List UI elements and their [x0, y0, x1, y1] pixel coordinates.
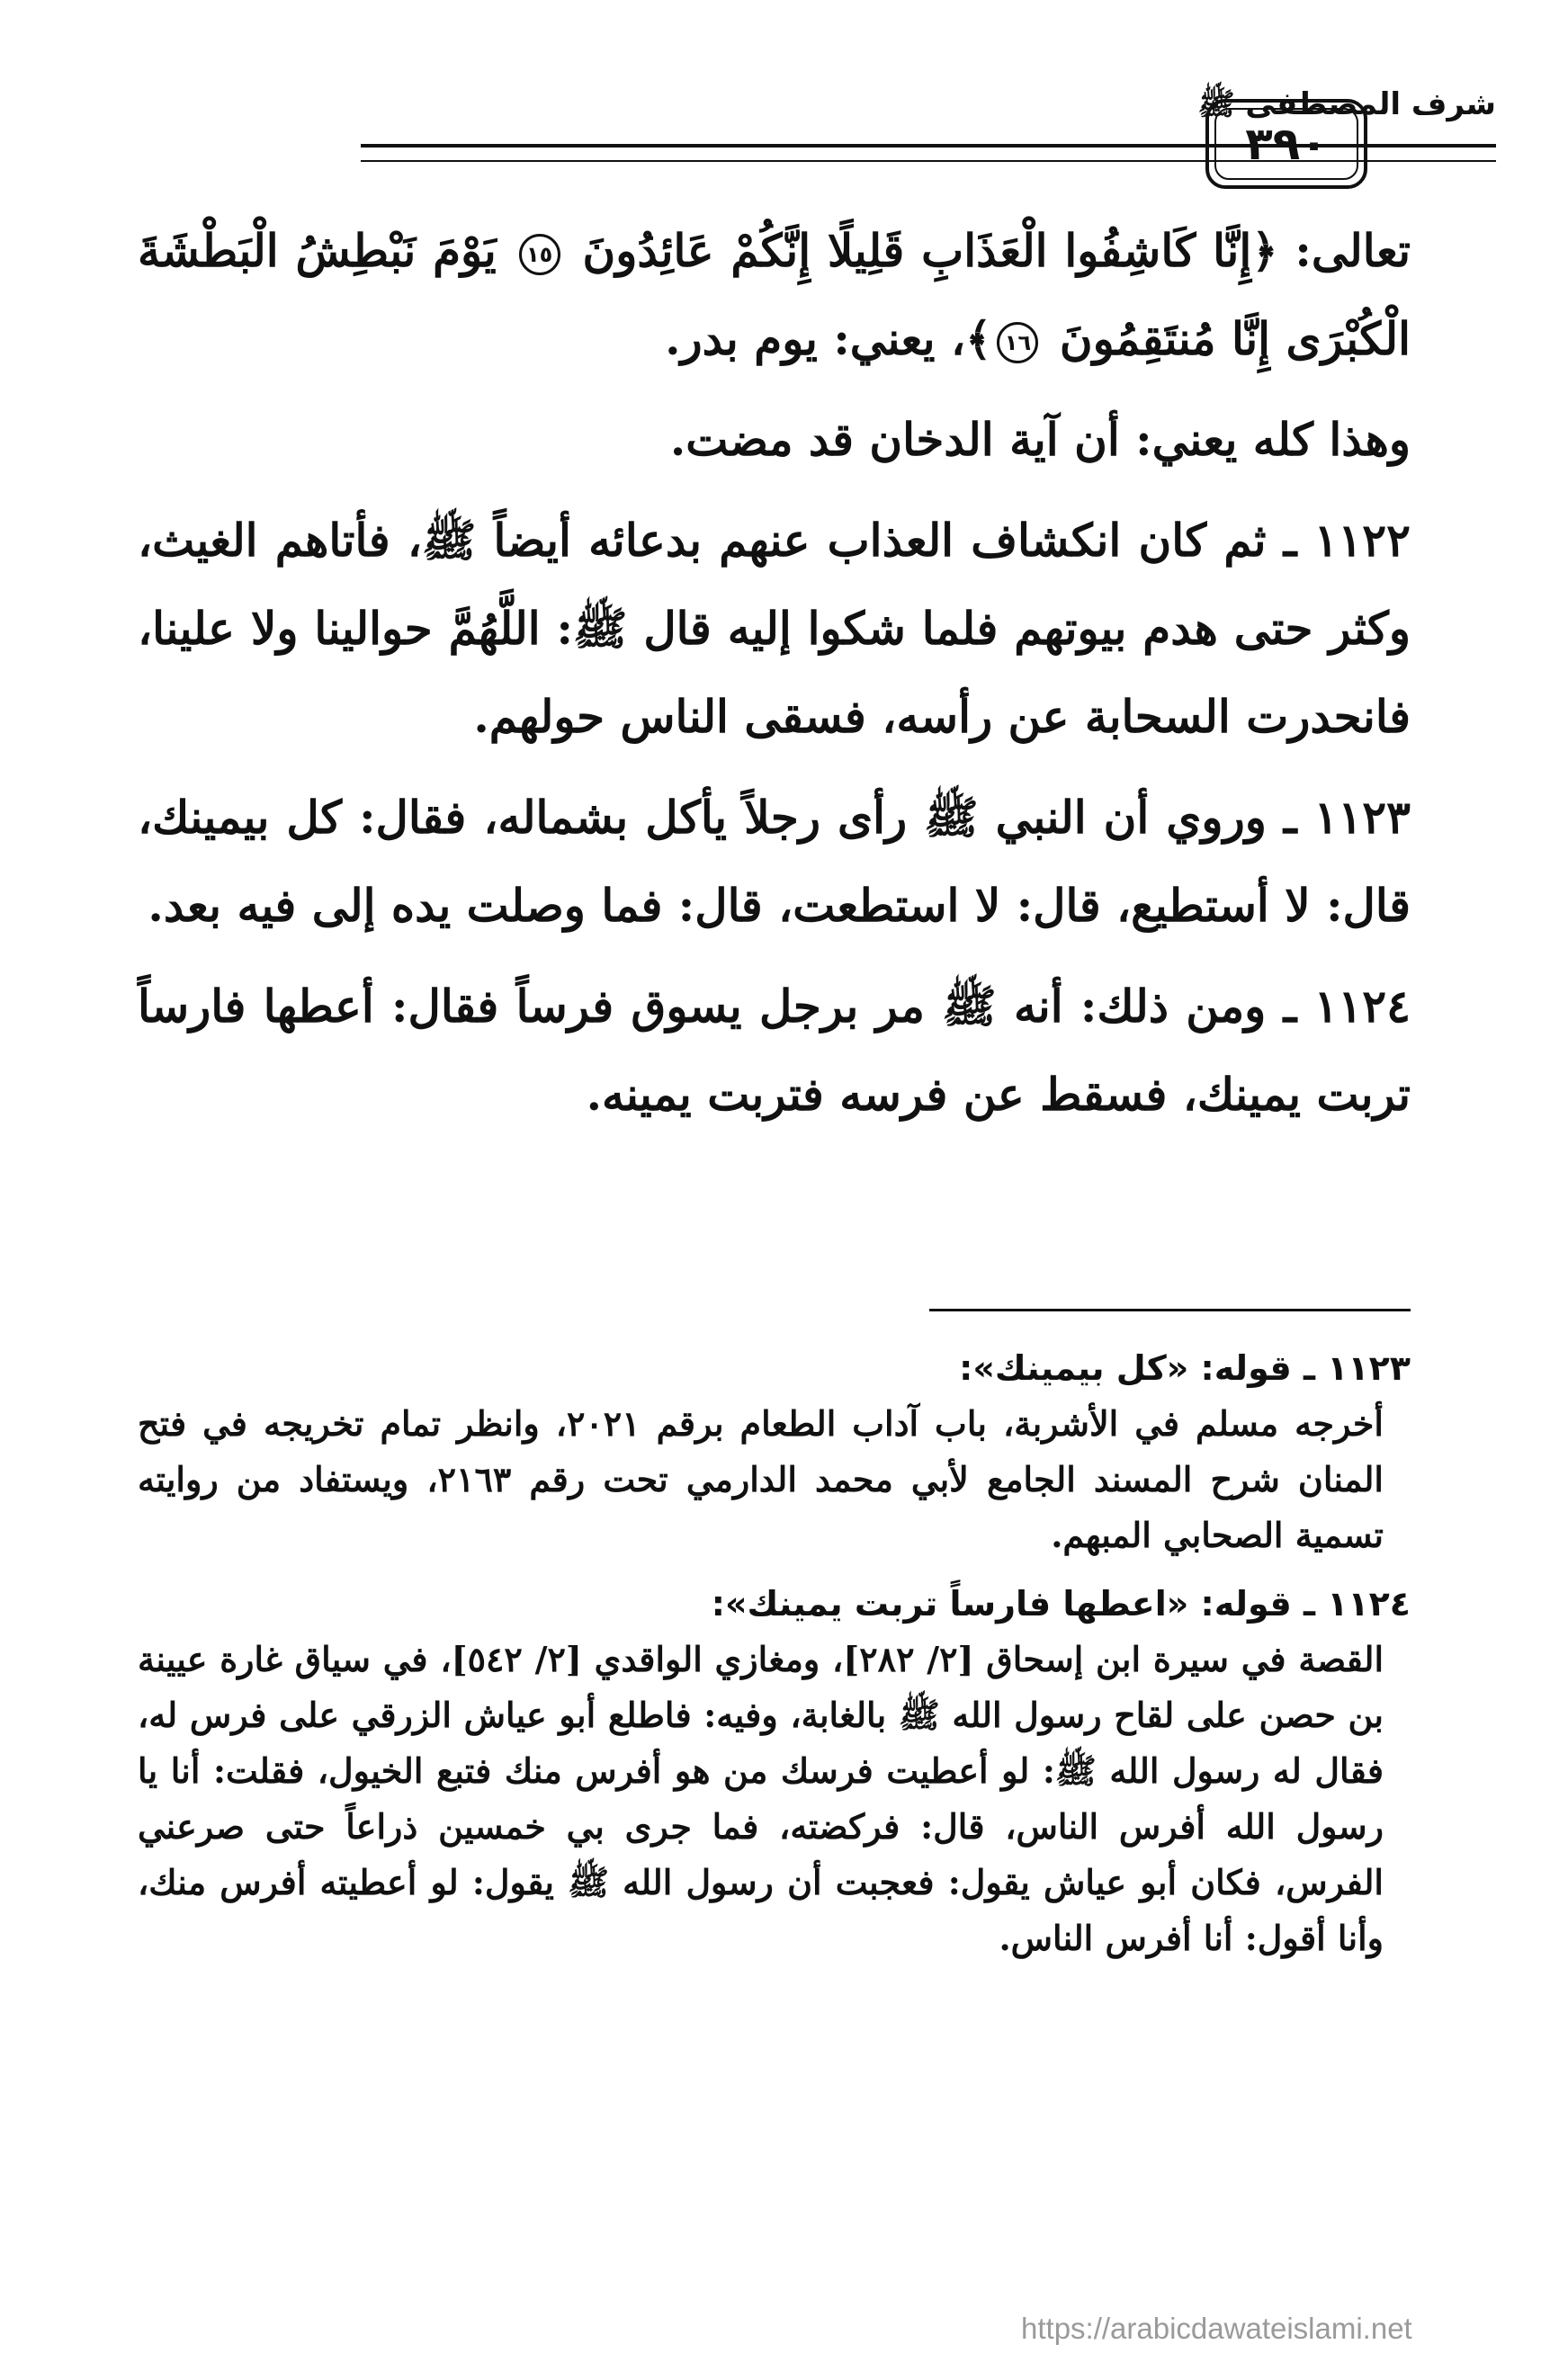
paragraph-1122: ١١٢٢ ـ ثم كان انكشاف العذاب عنهم بدعائه أيضاً ﷺ، فأتاهم الغيث، وكثر حتى هدم بيوتهم فلما شكوا إليه قال ﷺ: اللَّهُمَّ حوالينا ولا علينا، فانحدرت السحابة عن رأسه، فسقى الناس حولهم.	[138, 514, 1411, 743]
paragraph-1123: ١١٢٣ ـ وروي أن النبي ﷺ رأى رجلاً يأكل بشماله، فقال: كل بيمينك، قال: لا أستطيع، قال: لا استطعت، قال: فما وصلت يده إلى فيه بعد.	[138, 791, 1411, 932]
ayah-number-marker: ١٦	[997, 322, 1038, 363]
footnote-heading: ١١٢٣ ـ قوله: «كل بيمينك»:	[959, 1348, 1411, 1388]
main-text	[138, 207, 1411, 1151]
footnote-separator	[929, 1309, 1411, 1311]
page-number-frame	[1205, 99, 1367, 189]
paragraph-1124: ١١٢٤ ـ ومن ذلك: أنه ﷺ مر برجل يسوق فرساً فقال: أعطها فارساً تربت يمينك، فسقط عن فرسه فتربت يمينه.	[138, 980, 1411, 1121]
footnote-body: أخرجه مسلم في الأشربة، باب آداب الطعام برقم ٢٠٢١، وانظر تمام تخريجه في فتح المنان شرح المسند الجامع لأبي محمد الدارمي تحت رقم ٢١٦٣، ويستفاد من روايته تسمية الصحابي المبهم.	[138, 1403, 1384, 1555]
footnotes	[138, 1340, 1411, 1979]
footnote-1123	[138, 1340, 1411, 1563]
ayah-number-marker: ١٥	[519, 234, 560, 275]
paragraph-quran-verse	[138, 207, 1411, 383]
paragraph-dukhan: وهذا كله يعني: أن آية الدخان قد مضت.	[669, 413, 1411, 466]
footnote-1124	[138, 1576, 1411, 1966]
watermark-url: https://arabicdawateislami.net	[1021, 2312, 1412, 2345]
footnote-body: القصة في سيرة ابن إسحاق [٢/ ٢٨٢]، ومغازي الواقدي [٢/ ٥٤٢]، في سياق غارة عيينة بن حصن على لقاح رسول الله ﷺ بالغابة، وفيه: فاطلع أبو عياش الزرقي على فرس له، فقال له رسول الله ﷺ: لو أعطيت فرسك من هو أفرس منك فتبع الخيول، فقلت: أنا يا رسول الله أفرس الناس، قال: فركضته، فما جرى بي خمسين ذراعاً حتى صرعني الفرس، فكان أبو عياش يقول: فعجبت أن رسول الله ﷺ يقول: لو أعطيته أفرس منك، وأنا أقول: أنا أفرس الناس.	[138, 1639, 1384, 1958]
quran-text-part2: يَوْمَ نَبْطِشُ الْبَطْشَةَ الْكُبْرَى إِنَّا مُنتَقِمُونَ	[138, 224, 1411, 365]
verse-intro: تعالى:	[1277, 224, 1411, 277]
footnote-heading: ١١٢٤ ـ قوله: «اعطها فارساً تربت يمينك»:	[711, 1584, 1411, 1624]
page-number: ٣٩٠	[1245, 118, 1328, 170]
verse-explanation: ﴾، يعني: يوم بدر.	[665, 312, 992, 365]
running-title: شرف المصطفى ﷺ	[1197, 86, 1496, 122]
header-rule-left	[1367, 144, 1417, 162]
quran-text-part1: ﴿إِنَّا كَاشِفُوا الْعَذَابِ قَلِيلًا إِنَّكُمْ عَائِدُونَ	[582, 224, 1278, 277]
